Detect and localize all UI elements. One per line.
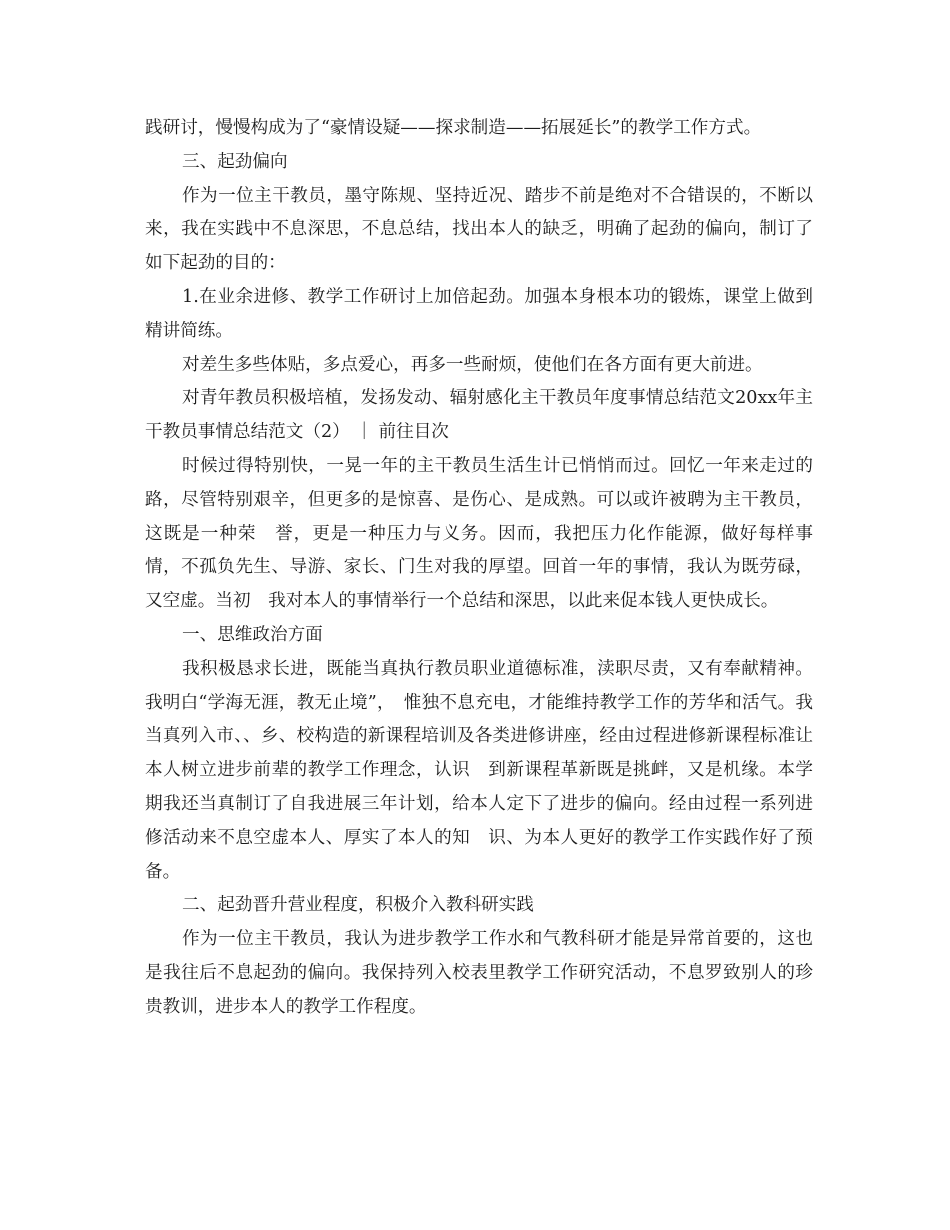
section-heading-1: 一、思维政治方面: [182, 624, 323, 645]
link-separator: ｜: [349, 422, 379, 443]
paragraph: 对差生多些体贴，多点爱心，再多一些耐烦，使他们在各方面有更大前进。: [182, 354, 763, 375]
paragraph: 作为一位主干教员，墨守陈规、坚持近况、踏步不前是绝对不合错误的，不断以来，我在实践中不息深思，不息总结，找出本人的缺乏，明确了起劲的偏向，制订了如下起劲的目的：: [145, 185, 813, 274]
section-heading-2: 二、起劲晋升营业程度，积极介入教科研实践: [182, 895, 534, 916]
paragraph: 我积极恳求长进，既能当真执行教员职业道德标准，渎职尽责，又有奉献精神。我明白“学海无涯，教无止境”， 惟独不息充电，才能维持教学工作的芳华和活气。我当真列入市、、乡、校构造的新课程培训及各类进修讲座，经由过程进修新课程标准让本人树立进步前辈的教学工作理念，认识 到新课程革新既是挑衅，又是机缘。本学期我还当真制订了自我进展三年计划，给本人定下了进步的偏向。经由过程一系列进修活动来不息空虚本人、厚实了本人的知 识、为本人更好的教学工作实践作好了预备。: [145, 658, 813, 882]
paragraph-text: 对青年教员积极培植，发扬发动、辐射感化主干教员年度事情总结范文20xx年主干教员事情总结范文（2）: [145, 388, 813, 443]
back-to-toc-link[interactable]: 前往目次: [378, 422, 449, 443]
paragraph-with-link: [145, 382, 813, 450]
paragraph-continuation: 践研讨，慢慢构成为了“豪情设疑——探求制造——拓展延长”的教学工作方式。: [145, 118, 762, 138]
document-body: [145, 112, 813, 1025]
paragraph: 作为一位主干教员，我认为进步教学工作水和气教科研才能是异常首要的，这也是我往后不息起劲的偏向。我保持列入校表里教学工作研究活动，不息罗致别人的珍贵教训，进步本人的教学工作程度。: [145, 929, 813, 1017]
paragraph: 时候过得特别快，一晃一年的主干教员生活生计已悄悄而过。回忆一年来走过的路，尽管特别艰辛，但更多的是惊喜、是伤心、是成熟。可以或许被聘为主干教员，这既是一种荣 誉，更是一种压力与义务。因而，我把压力化作能源，做好每样事情，不孤负先生、导游、家长、门生对我的厚望。回首一年的事情，我认为既劳碌，又空虚。当初 我对本人的事情举行一个总结和深思，以此来促本钱人更快成长。: [145, 455, 813, 612]
section-heading-3: 三、起劲偏向: [182, 151, 288, 172]
paragraph-goal-1: 1.在业余进修、教学工作研讨上加倍起劲。加强本身根本功的锻炼，课堂上做到精讲简练。: [145, 286, 813, 341]
